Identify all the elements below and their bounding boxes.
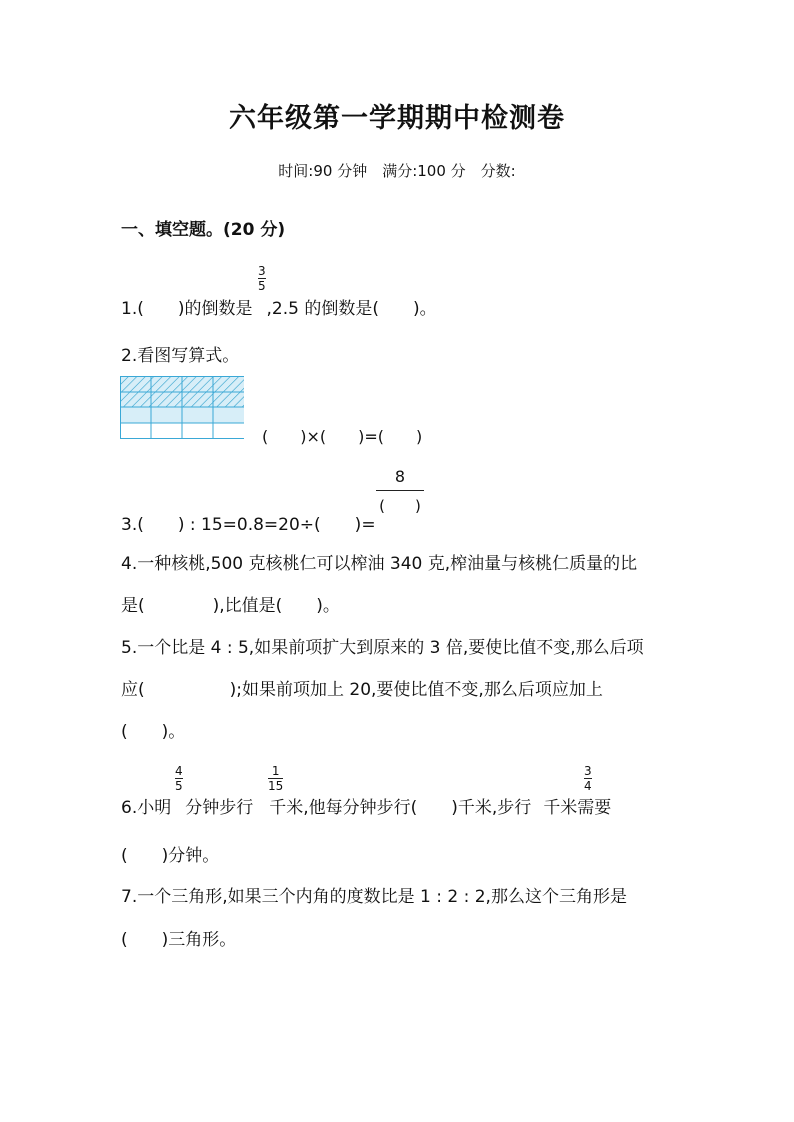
page-title: 六年级第一学期期中检测卷 xyxy=(229,103,565,134)
question-5-line-3: ( )。 xyxy=(121,722,186,742)
q3-numerator: 8 xyxy=(394,467,406,486)
exam-meta: 时间:90 分钟 满分:100 分 分数: xyxy=(278,162,516,180)
question-5-line-2: 应( );如果前项加上 20,要使比值不变,那么后项应加上 xyxy=(121,680,603,700)
q3-fraction-bar xyxy=(376,490,424,491)
q1-text-a: 1.( )的倒数是 xyxy=(121,299,253,319)
q6-text-b: 分钟步行 xyxy=(185,798,254,818)
q1-fraction: $\frac{3}{5}$ xyxy=(258,264,266,293)
q6-fraction-2: $\frac{1}{15}$ xyxy=(268,764,284,793)
section-heading: 一、填空题。(20 分) xyxy=(121,220,286,240)
question-4-line-1: 4.一种核桃,500 克核桃仁可以榨油 340 克,榨油量与核桃仁质量的比 xyxy=(121,554,638,574)
q3-denominator: ( ) xyxy=(379,497,421,515)
q6-text-c: 千米,他每分钟步行( )千米,步行 xyxy=(269,798,532,818)
question-1 xyxy=(121,294,437,319)
question-4-line-2: 是( ),比值是( )。 xyxy=(121,596,340,616)
question-7-line-1: 7.一个三角形,如果三个内角的度数比是 1 : 2 : 2,那么这个三角形是 xyxy=(121,887,627,907)
question-3: 3.( ) : 15=0.8=20÷( )= xyxy=(121,515,376,535)
hatched-grid-figure xyxy=(120,376,244,439)
question-6-line-1 xyxy=(121,793,611,818)
q1-text-b: ,2.5 的倒数是( )。 xyxy=(266,299,437,319)
q6-fraction-1: $\frac{4}{5}$ xyxy=(175,764,183,793)
question-2: 2.看图写算式。 xyxy=(121,346,240,366)
question-7-line-2: ( )三角形。 xyxy=(121,930,237,950)
q2-formula: ( )×( )=( ) xyxy=(262,427,423,446)
question-6-line-2: ( )分钟。 xyxy=(121,846,220,866)
q6-text-d: 千米需要 xyxy=(543,798,612,818)
question-5-line-1: 5.一个比是 4 : 5,如果前项扩大到原来的 3 倍,要使比值不变,那么后项 xyxy=(121,638,644,658)
q6-text-a: 6.小明 xyxy=(121,798,172,818)
q6-fraction-3: $\frac{3}{4}$ xyxy=(584,764,592,793)
